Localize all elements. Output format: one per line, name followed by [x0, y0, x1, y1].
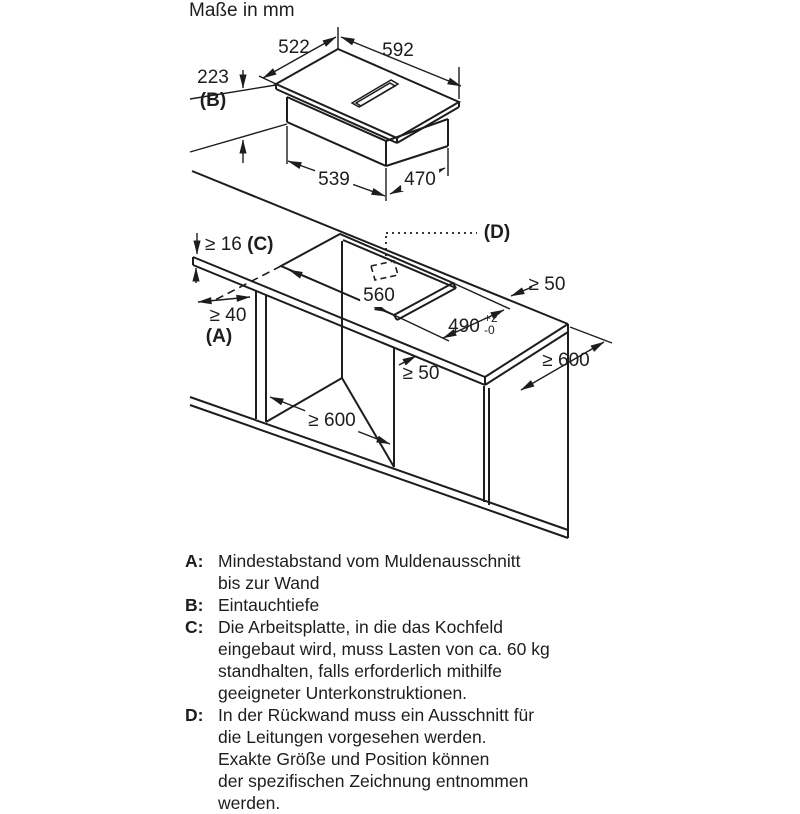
worktop-thickness-ref: (C): [247, 234, 274, 255]
legend: [185, 550, 615, 814]
worktop-extension-lines: [394, 283, 612, 343]
cutout-width-dim: 560: [360, 285, 398, 307]
hob-vent-slot: [352, 80, 398, 107]
legend-item-d: [185, 704, 615, 814]
legend-key-c: C:: [185, 617, 204, 637]
legend-text-d: In der Rückwand muss ein Ausschnitt für die Leitungen vorgesehen werden. Exakte Größe und Position können der spezifischen Zeichnung entnommen werden.: [218, 705, 535, 813]
hob-outline: [276, 49, 459, 166]
legend-item-c: [185, 616, 615, 704]
legend-text-b: Eintauchtiefe: [218, 595, 320, 615]
rear-wall-cutout: [371, 261, 398, 280]
hob-body-width-dim: 539: [315, 169, 353, 191]
worktop-thickness-value: ≥ 16: [205, 234, 242, 255]
niche-width-dim: ≥ 600: [305, 410, 358, 432]
worktop-thickness-dim: [205, 234, 274, 256]
cutout-depth-dim: 490: [448, 316, 480, 337]
worktop-outline: [190, 171, 568, 538]
legend-item-a: [185, 550, 615, 594]
wall-distance-dim: ≥ 40: [209, 305, 247, 326]
cutout-depth-tol-minus: -0: [484, 323, 495, 337]
legend-text-c: Die Arbeitsplatte, in die das Kochfeld eingebaut wird, muss Lasten von ca. 60 kg standhalten, falls erforderlich mithilfe geeigneter Unterkonstruktionen.: [218, 617, 550, 703]
legend-key-b: B:: [185, 595, 204, 615]
front-clearance-dim: ≥ 50: [402, 363, 440, 384]
legend-item-b: [185, 594, 615, 616]
rear-cutout-ref: (D): [483, 222, 511, 243]
hob-insert-depth-dim: 223: [197, 67, 229, 88]
hob-body-depth-dim: 470: [401, 169, 439, 191]
legend-key-d: D:: [185, 705, 204, 725]
worktop-depth-dim: ≥ 600: [542, 350, 590, 371]
hob-width-dim: 592: [382, 40, 414, 61]
cutout-depth-tolerance: [484, 312, 498, 336]
legend-text-a: Mindestabstand vom Muldenausschnitt bis zur Wand: [218, 551, 521, 593]
hob-insert-depth-ref: (B): [199, 90, 227, 111]
legend-key-a: A:: [185, 551, 204, 571]
side-clearance-dim: ≥ 50: [528, 274, 566, 295]
hob-depth-dim: 522: [278, 37, 310, 58]
page-title: Maße in mm: [189, 0, 295, 21]
wall-distance-ref: (A): [205, 326, 233, 347]
cutout-depth-tol-plus: +2: [484, 311, 498, 325]
